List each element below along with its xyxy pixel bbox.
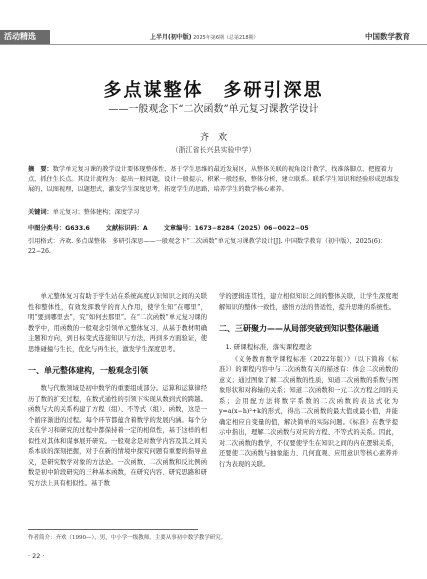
subsection-heading-1: 1. 研课程标准，落实课程理念 [225, 343, 312, 351]
column-badge: 活动精选 [0, 30, 50, 44]
header-divider [0, 44, 427, 45]
article-subtitle: ——一般观念下“二次函数”单元复习课教学设计 [108, 104, 319, 115]
issue-edition: 上半月(初中版) [150, 34, 192, 41]
citation [28, 237, 402, 257]
section-1-paragraph: 数与代数领域是初中数学的重要组成部分。运算和运算律经历了数的扩充过程，在数式通性的引领下实现从数到式的跨越。函数与大的关系构建了方程（组）、不等式（组）、函数，这是一个循序渐进的过程。每个环节都蕴含着数学的发展内涵。每个分支在学习和研究的过程中都保持着一定的相似性，基于这样的相似性对其体和谋事展开研究。一般观念是对数学内容及其之间关系本质的深刻把握，对于在新的情境中探究问题有重要的指导意义，是研究数学对象的方法论。一次函数、二次函数和反比例函数是初中阶段研究的三种基本函数，在研究内容、研究思路和研究方法上具有相似性。基于数 [28, 385, 207, 487]
author-name: 齐 欢 [199, 133, 227, 143]
article-number: 文章编号：1673−8284（2025）06−0022−05 [163, 225, 309, 232]
left-column [28, 292, 207, 489]
continued-paragraph: 学的逻辑连贯性，建立相似知识之间的整体关联，让学生深度理解知识的整体一致性，感悟方法的普适性，提升思维的系统性。 [219, 293, 398, 311]
author-affiliation: （浙江省长兴县实验中学） [171, 146, 256, 154]
doc-code: 文献标识码：A [105, 225, 148, 232]
keywords-text: 单元复习；整体建构；深度学习 [52, 209, 140, 216]
classification-ids [28, 224, 402, 234]
issue-info [150, 32, 259, 41]
page-header [0, 0, 427, 44]
keywords [28, 208, 402, 218]
footnote-divider [28, 529, 198, 530]
magazine-name: 中国数学教育 [365, 32, 410, 41]
intro-paragraph: 单元整体复习有助于学生站在系统高度认识知识之间的关联性和整体性，有效发挥教学的育人作用，使学生知“在哪里”，明“要到哪里去”，究“如何去那里”。在“二次函数”单元复习课的教学中，用函数的一般观念引领单元整体复习，从基于教材明确主题和方向，到日标变式连接知识与方法，再到多方面验证，使思维碰撞与生长，优化与再生长，激发学生深度思考。 [28, 293, 207, 353]
citation-label: 引用格式： [28, 238, 59, 245]
author-footnote: 作者简介：齐欢（1990—），男，中小学一级教师，主要从事初中数学教学研究。 [28, 535, 227, 541]
abstract [28, 165, 402, 195]
article-title: 多点谋整体 多研引深思 [103, 80, 324, 101]
page-number: · 22 · [28, 552, 45, 560]
issue-detail: 2025年第6期（总第218期） [193, 35, 259, 41]
clc-number: 中图分类号：G633.6 [28, 225, 90, 232]
right-column [219, 292, 398, 470]
abstract-label: 摘 要： [28, 166, 53, 173]
keywords-label: 关键词： [28, 209, 53, 216]
citation-text: 齐欢. 多点谋整体 多研引深思——一般观念下“二次函数”单元复习课教学设计[J]. 中国数学教育（初中版），2025(6)：22−26. [28, 238, 387, 255]
abstract-text: 数学单元复习课的教学设计要体现整体性、基于学生思维的最近发展区，从整体关联的视角设计教学，找准落脚点，把握着力点，抓住生长点。其设计流程为：提出一般问题，设计一般提示，积累一般经验，整体分析，建立联系。联系学生知识和经验形成思维发展的，以图视理，以题想式，激发学生深度思考，拓宽学生的思路，培养学生的数学核心素养。 [28, 166, 400, 193]
subsection-1-paragraph: 《义务教育数学课程标准（2022年版）》（以下简称《标准》）的课程内容中与二次函数有关的描述有：体会二次函数的意义；通过图象了解二次函数的性质，知道二次函数的系数与图象形状和对称轴的关系；知道二次函数和一元二次方程之间的关系；会用配方法将数字系数的二次函数的表达式化为y=a(x−h)²+k的形式，得出二次函数的最大值或最小值，并能确定相应自变量的值，解决简单的实际问题。《标准》在教学提示中指出，理解二次函数与对应的方程、不等式的关系。因此，对二次函数的教学，不仅要使学生在知识之间的内在逻辑关系，还要使二次函数与抽象能力、几何直观、应用意识等核心素养并行为表现的关联。 [219, 355, 398, 468]
section-heading-2: 二、三研聚力——从局部突破到知识整体融通 [219, 324, 379, 333]
section-heading-1: 一、单元整体建构，一般观念引领 [28, 366, 148, 375]
